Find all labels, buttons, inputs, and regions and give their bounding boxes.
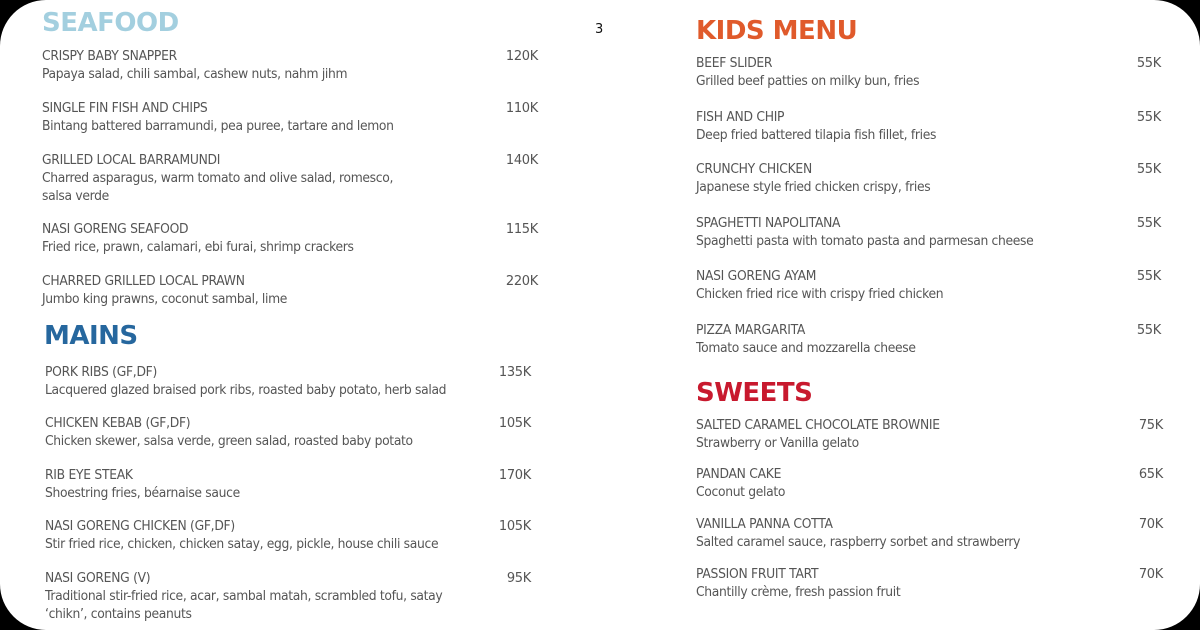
item-price: 135K (498, 365, 531, 380)
item-name: SALTED CARAMEL CHOCOLATE BROWNIE (696, 418, 940, 433)
item-price: 55K (1136, 216, 1161, 231)
menu-item (42, 100, 538, 136)
item-description: Traditional stir-fried rice, acar, sambal matah, scrambled tofu, satay (45, 589, 443, 604)
menu-item (42, 152, 538, 206)
menu-item (696, 322, 1161, 358)
item-description: Grilled beef patties on milky bun, fries (696, 74, 920, 89)
section-title-seafood: SEAFOOD (42, 8, 179, 38)
menu-item (42, 221, 538, 257)
item-description: Stir fried rice, chicken, chicken satay, egg, pickle, house chili sauce (45, 537, 439, 552)
item-description: Tomato sauce and mozzarella cheese (696, 341, 916, 356)
item-description: Salted caramel sauce, raspberry sorbet and strawberry (696, 535, 1021, 550)
item-description: Strawberry or Vanilla gelato (696, 436, 859, 451)
item-name: SPAGHETTI NAPOLITANA (696, 216, 841, 231)
item-price: 95K (506, 571, 531, 586)
item-description: Deep fried battered tilapia fish fillet, fries (696, 128, 937, 143)
item-price: 140K (505, 153, 538, 168)
item-name: CRUNCHY CHICKEN (696, 162, 812, 177)
item-name: BEEF SLIDER (696, 56, 773, 71)
item-name: PASSION FRUIT TART (696, 567, 819, 582)
item-description: Spaghetti pasta with tomato pasta and parmesan cheese (696, 234, 1034, 249)
menu-item (696, 55, 1161, 91)
item-price: 120K (505, 49, 538, 64)
page-number: 3 (595, 22, 604, 37)
item-name: PANDAN CAKE (696, 467, 782, 482)
menu-item (696, 215, 1161, 251)
item-description: Shoestring fries, béarnaise sauce (45, 486, 240, 501)
item-price: 105K (498, 416, 531, 431)
item-price: 55K (1136, 110, 1161, 125)
item-name: PIZZA MARGARITA (696, 323, 806, 338)
menu-item (45, 364, 531, 400)
section-title-kids-menu: KIDS MENU (696, 16, 858, 46)
item-name: VANILLA PANNA COTTA (696, 517, 833, 532)
item-price: 105K (498, 519, 531, 534)
item-price: 55K (1136, 269, 1161, 284)
menu-item (45, 467, 531, 503)
item-description: Charred asparagus, warm tomato and olive salad, romesco, (42, 171, 394, 186)
item-price: 70K (1138, 567, 1163, 582)
item-name: RIB EYE STEAK (45, 468, 133, 483)
menu-item (45, 518, 531, 554)
item-price: 75K (1138, 418, 1163, 433)
menu-item (696, 566, 1163, 602)
item-name: CHICKEN KEBAB (GF,DF) (45, 416, 191, 431)
item-name: CHARRED GRILLED LOCAL PRAWN (42, 274, 245, 289)
menu-item (696, 109, 1161, 145)
item-description: Chicken skewer, salsa verde, green salad, roasted baby potato (45, 434, 413, 449)
item-price: 70K (1138, 517, 1163, 532)
item-description: Chantilly crème, fresh passion fruit (696, 585, 901, 600)
item-description: Jumbo king prawns, coconut sambal, lime (42, 292, 288, 307)
item-description: Japanese style fried chicken crispy, fries (696, 180, 931, 195)
item-name: CRISPY BABY SNAPPER (42, 49, 177, 64)
menu-item (45, 570, 531, 624)
item-description: Papaya salad, chili sambal, cashew nuts, nahm jihm (42, 67, 348, 82)
item-price: 220K (505, 274, 538, 289)
section-title-sweets: SWEETS (696, 378, 813, 408)
menu-item (696, 417, 1163, 453)
menu-item (696, 161, 1161, 197)
item-name: NASI GORENG SEAFOOD (42, 222, 189, 237)
menu-item (696, 268, 1161, 304)
item-price: 55K (1136, 323, 1161, 338)
menu-item (696, 516, 1163, 552)
item-price: 170K (498, 468, 531, 483)
item-name: FISH AND CHIP (696, 110, 785, 125)
item-description-line2: ‘chikn’, contains peanuts (45, 607, 192, 622)
item-price: 115K (505, 222, 538, 237)
item-price: 55K (1136, 162, 1161, 177)
item-price: 110K (505, 101, 538, 116)
item-name: NASI GORENG (V) (45, 571, 151, 586)
item-description: Chicken fried rice with crispy fried chicken (696, 287, 944, 302)
item-description: Lacquered glazed braised pork ribs, roasted baby potato, herb salad (45, 383, 447, 398)
menu-item (696, 466, 1163, 502)
item-price: 65K (1138, 467, 1163, 482)
item-name: PORK RIBS (GF,DF) (45, 365, 158, 380)
section-title-mains: MAINS (44, 321, 138, 351)
item-description: Fried rice, prawn, calamari, ebi furai, shrimp crackers (42, 240, 354, 255)
item-price: 55K (1136, 56, 1161, 71)
menu-item (42, 273, 538, 309)
menu-item (42, 48, 538, 84)
menu-item (45, 415, 531, 451)
item-name: NASI GORENG AYAM (696, 269, 817, 284)
item-description: Bintang battered barramundi, pea puree, tartare and lemon (42, 119, 394, 134)
item-description: Coconut gelato (696, 485, 786, 500)
item-name: NASI GORENG CHICKEN (GF,DF) (45, 519, 235, 534)
item-description-line2: salsa verde (42, 189, 109, 204)
item-name: GRILLED LOCAL BARRAMUNDI (42, 153, 221, 168)
item-name: SINGLE FIN FISH AND CHIPS (42, 101, 208, 116)
